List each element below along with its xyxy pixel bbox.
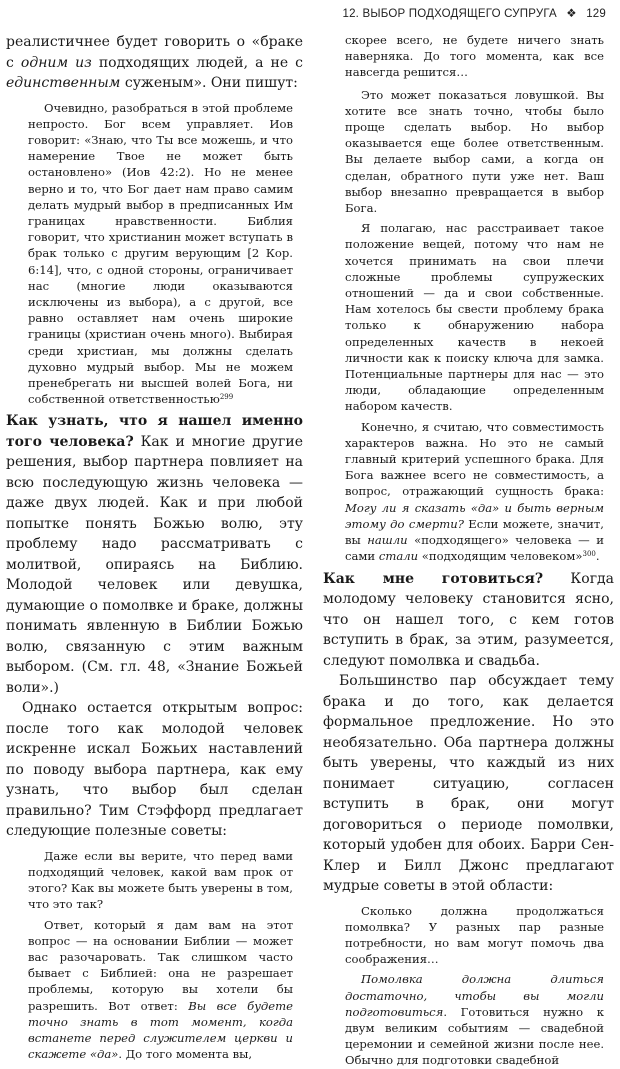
- block-quote: Ответ, который я дам вам на этот вопрос — на основании Библии — может вас разочаровать. Так слишком часто бывает с Библией: она не разрешает проблемы, которую вы хотели бы разрешить. Вот ответ: Вы все будете точно знать в тот момент, когда встанете перед служителем церкви и скажете «да». До того момента вы,: [28, 917, 293, 1062]
- block-quote: Конечно, я считаю, что совместимость характеров важна. Но это не самый главный критерий успешного брака. Для Бога важнее всего не совместимость, а вопрос, отражающий сущность брака: Могу ли я сказать «да» и быть верным этому до смерти? Если можете, значит, вы нашли «подходящего» человека — и сами стали «подходящим человеком»$^{300}$.: [345, 419, 604, 564]
- block-quote: Помолвка должна длиться достаточно, чтобы вы могли подготовиться. Готовиться нужно к двум великим событиям — свадебной церемонии и семейной жизни после нее. Обычно для подготовки свадебной: [345, 972, 604, 1068]
- block-quote: Очевидно, разобраться в этой проблеме непросто. Бог всем управляет. Иов говорит: «Знаю, что Ты все можешь, и что намерение Твое не может быть остановлено» (Иов 42:2). Но не менее верно и то, что Бог дает нам право самим делать мудрый выбор в предписанных Им границах нравственности. Библия говорит, что христианин может вступать в брак только с другим верующим [2 Кор. 6:14], что, с одной стороны, ограничивает нас (многие люди оказываются исключены из выбора), а с другой, все равно оставляет нам очень широкие границы (христиан очень много). Выбирая среди христиан, мы должны сделать духовно мудрый выбор. Мы не можем пренебрегать ни высшей волей Бога, ни собственной ответственностью$^{299}$: [28, 100, 293, 407]
- left-column: [6, 32, 304, 1062]
- page-number: 129: [586, 8, 606, 20]
- chapter-title: 12. ВЫБОР ПОДХОДЯЩЕГО СУПРУГА: [342, 8, 557, 20]
- paragraph: Однако остается открытым вопрос: после того как молодой человек искренне искал Божьих наставлений по поводу выбора партнера, как ему узнать, что выбор был сделан правильно? Тим Стэффорд предлагает следующие полезные советы:: [6, 700, 303, 840]
- block-quote: Я полагаю, нас расстраивает такое положение вещей, потому что нам не хочется принимать на свои плечи сложные проблемы супружеских отношений — да и свои собственные. Нам хотелось бы свести проблему брака только к обнаружению набора определенных качеств в некоей личности как к поиску ключа для замка. Потенциальные партнеры для нас — это люди, обладающие определенным набором качеств.: [345, 221, 604, 414]
- block-quote: скорее всего, не будете ничего знать наверняка. До того момента, как все навсегда решится…: [345, 33, 604, 80]
- paragraph: Как узнать, что я нашел именно того человека? Как и многие другие решения, выбор партнера повлияет на всю последующую жизнь человека — даже двух людей. Как и при любой попытке понять Божью волю, эту проблему надо рассматривать с молитвой, опираясь на Библию. Молодой человек или девушка, думающие о помолвке и браке, должны понимать явленную в Библии Божью волю, связанную с этим важным выбором. (См. гл. 48, «Знание Божьей воли».): [6, 413, 304, 696]
- section-heading: Как мне готовиться?: [323, 570, 544, 587]
- paragraph: Как мне готовиться? Когда молодому человеку становится ясно, что он нашел того, с кем готов вступить в брак, за этим, разумеется, следуют помолвка и свадьба.: [323, 570, 614, 669]
- running-header: [336, 6, 606, 22]
- ornament-icon: ❖: [566, 8, 577, 20]
- block-quote: Даже если вы верите, что перед вами подходящий человек, какой вам прок от этого? Как вы можете быть уверены в том, что это так?: [28, 848, 293, 912]
- block-quote: Сколько должна продолжаться помолвка? У разных пар разные потребности, но вам могут помочь два соображения…: [345, 903, 604, 967]
- right-column: [323, 32, 614, 1068]
- paragraph: реалистичнее будет говорить о «браке с одним из подходящих людей, а не с единственным суженым». Они пишут:: [6, 34, 304, 91]
- footnote-ref: 299: [219, 393, 234, 402]
- section-heading: Как узнать, что я нашел именно того человека?: [6, 413, 303, 450]
- block-quote: Это может показаться ловушкой. Вы хотите все знать точно, чтобы было проще сделать выбор. Но выбор оказывается еще более ответственным. Вы делаете выбор сами, а когда он сделан, обратного пути уже нет. Ваш выбор внезапно превращается в выбор Бога.: [345, 87, 604, 216]
- footnote-ref: 300: [582, 550, 596, 559]
- paragraph: Большинство пар обсуждает тему брака и до того, как делается формальное предложение. Но это необязательно. Оба партнера должны быть уверены, что каждый из них понимает ситуацию, согласен вступить в брак, они могут договориться о периоде помолвки, который удобен для обоих. Барри Сен-Клер и Билл Джонс предлагают мудрые советы в этой области:: [323, 673, 614, 894]
